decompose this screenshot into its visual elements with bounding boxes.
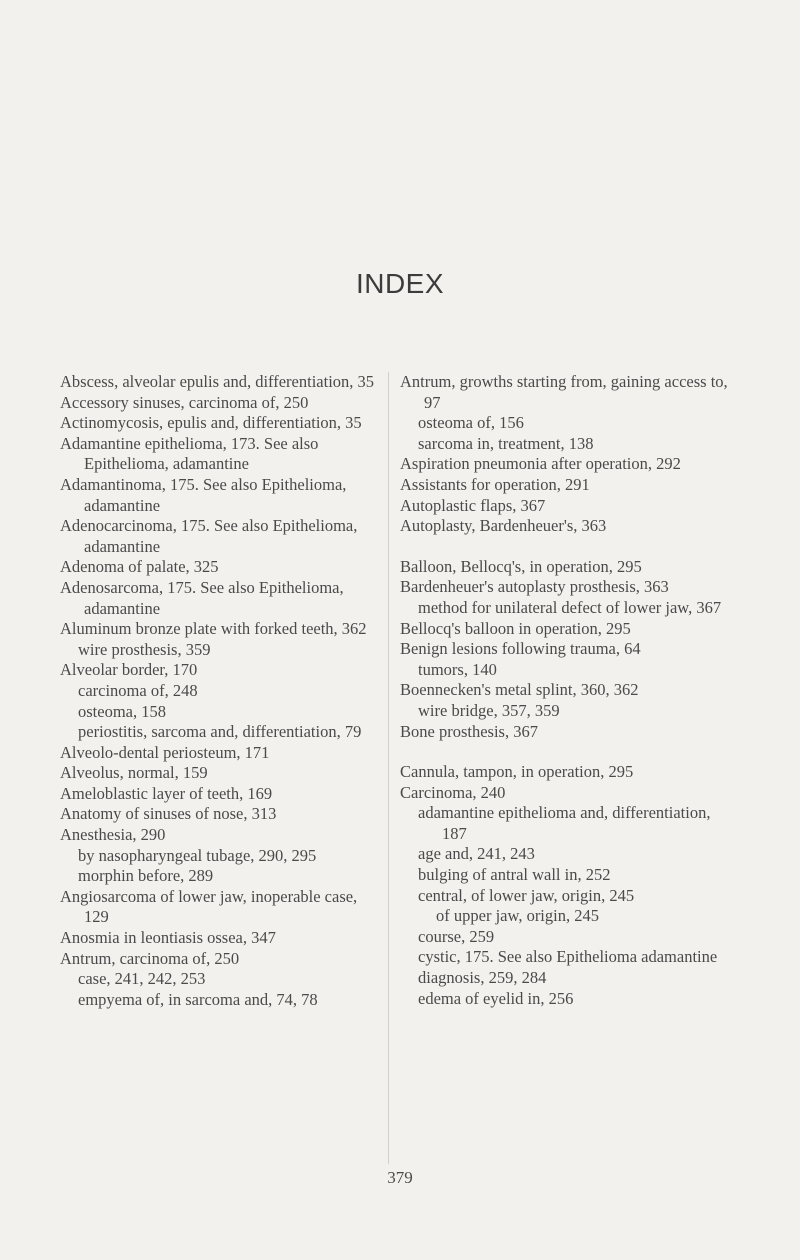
index-entry: Bone prosthesis, 367: [400, 721, 538, 741]
index-entry: Alveolar border, 170: [60, 660, 198, 680]
index-entry: Antrum, growths starting from, gaining access to, 97: [400, 372, 728, 412]
index-subentry: osteoma, 158: [78, 701, 166, 721]
index-subentry: method for unilateral defect of lower jaw, 367: [418, 597, 722, 617]
index-subentry: periostitis, sarcoma and, differentiation, 79: [78, 722, 362, 742]
index-subentry: empyema of, in sarcoma and, 74, 78: [78, 989, 318, 1009]
index-entry: Adenoma of palate, 325: [60, 557, 219, 577]
index-entry: Abscess, alveolar epulis and, differentiation, 35: [60, 372, 375, 391]
section-gap: [400, 537, 730, 557]
index-entry: Cannula, tampon, in operation, 295: [400, 762, 634, 782]
index-subentry: tumors, 140: [418, 659, 497, 679]
index-entry: Angiosarcoma of lower jaw, inoperable case, 129: [60, 886, 358, 927]
index-subentry: wire prosthesis, 359: [78, 639, 211, 659]
index-entry: Aluminum bronze plate with forked teeth, 362: [60, 619, 367, 639]
index-entry: Bellocq's balloon in operation, 295: [400, 618, 631, 638]
index-entry: Anatomy of sinuses of nose, 313: [60, 804, 277, 824]
index-entry: Adenosarcoma, 175. See also Epithelioma, adamantine: [60, 577, 344, 618]
index-entry: Benign lesions following trauma, 64: [400, 639, 641, 659]
index-entry: Anesthesia, 290: [60, 825, 166, 845]
index-subentry: central, of lower jaw, origin, 245: [418, 885, 635, 905]
index-entry: Accessory sinuses, carcinoma of, 250: [60, 392, 309, 412]
index-entry: Actinomycosis, epulis and, differentiation, 35: [60, 413, 362, 433]
page-title: INDEX: [355, 268, 445, 299]
column-divider: [388, 372, 389, 1164]
index-subentry: edema of eyelid in, 256: [418, 988, 574, 1008]
index-entry: Autoplasty, Bardenheuer's, 363: [400, 516, 607, 536]
index-column-right: [400, 372, 730, 1009]
index-subentry: by nasopharyngeal tubage, 290, 295: [78, 845, 317, 865]
index-entry: Adenocarcinoma, 175. See also Epithelioma, adamantine: [60, 516, 358, 556]
index-subentry: morphin before, 289: [78, 866, 214, 886]
index-subentry: bulging of antral wall in, 252: [418, 865, 611, 885]
index-entry: Antrum, carcinoma of, 250: [60, 948, 240, 968]
index-entry: Assistants for operation, 291: [400, 474, 590, 494]
index-entry: Boennecken's metal splint, 360, 362: [400, 680, 639, 700]
index-subentry: course, 259: [418, 926, 495, 946]
index-entry: Adamantinoma, 175. See also Epithelioma, adamantine: [60, 474, 347, 515]
index-entry: Ameloblastic layer of teeth, 169: [60, 783, 273, 803]
index-entry: Balloon, Bellocq's, in operation, 295: [400, 556, 642, 576]
index-subentry: carcinoma of, 248: [78, 680, 198, 700]
index-entry: Anosmia in leontiasis ossea, 347: [60, 928, 276, 948]
index-subentry: cystic, 175. See also Epithelioma adamantine: [418, 947, 718, 967]
index-entry: Autoplastic flaps, 367: [400, 495, 546, 515]
index-subentry: adamantine epithelioma and, differentiation, 187: [418, 803, 711, 843]
index-entry: Alveolo-dental periosteum, 171: [60, 742, 270, 762]
section-gap: [400, 742, 730, 762]
index-subentry: wire bridge, 357, 359: [418, 700, 560, 720]
index-column-left: [60, 372, 380, 1010]
index-subentry: osteoma of, 156: [418, 413, 524, 433]
index-subentry: age and, 241, 243: [418, 844, 535, 864]
index-subentry: of upper jaw, origin, 245: [436, 906, 599, 926]
index-entry: Carcinoma, 240: [400, 782, 506, 802]
index-subentry: diagnosis, 259, 284: [418, 968, 547, 988]
index-entry: Alveolus, normal, 159: [60, 763, 208, 783]
index-entry: Bardenheuer's autoplasty prosthesis, 363: [400, 577, 669, 597]
page-number: 379: [387, 1168, 413, 1187]
index-entry: Aspiration pneumonia after operation, 292: [400, 454, 681, 474]
index-entry: Adamantine epithelioma, 173. See also Epithelioma, adamantine: [60, 433, 319, 474]
index-subentry: sarcoma in, treatment, 138: [418, 433, 594, 453]
index-subentry: case, 241, 242, 253: [78, 969, 206, 989]
